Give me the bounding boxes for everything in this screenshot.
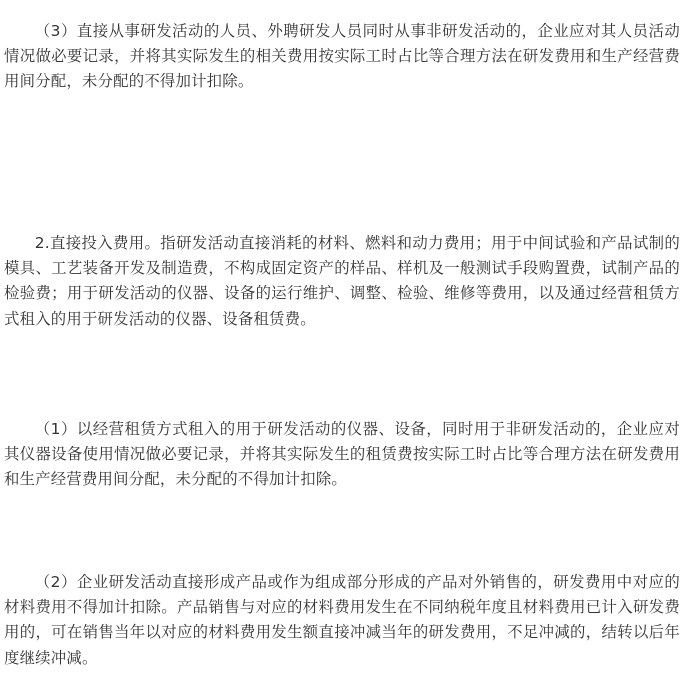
paragraph-staff-allocation: （3）直接从事研发活动的人员、外聘研发人员同时从事非研发活动的，企业应对其人员活动情况做必要记录，并将其实际发生的相关费用按实际工时占比等合理方法在研发费用和生产经营费用间分配，未分配的不得加计扣除。: [4, 22, 680, 91]
paragraph-leased-equipment: （1）以经营租赁方式租入的用于研发活动的仪器、设备，同时用于非研发活动的，企业应对其仪器设备使用情况做必要记录，并将其实际发生的租赁费按实际工时占比等合理方法在研发费用和生产经营费用间分配，未分配的不得加计扣除。: [4, 420, 680, 489]
paragraph-direct-input-costs: 2.直接投入费用。指研发活动直接消耗的材料、燃料和动力费用；用于中间试验和产品试制的模具、工艺装备开发及制造费，不构成固定资产的样品、样机及一般测试手段购置费，试制产品的检验费；用于研发活动的仪器、设备的运行维护、调整、检验、维修等费用，以及通过经营租赁方式租入的用于研发活动的仪器、设备租赁费。: [4, 234, 680, 328]
paragraph-product-sales: （2）企业研发活动直接形成产品或作为组成部分形成的产品对外销售的，研发费用中对应的材料费用不得加计扣除。产品销售与对应的材料费用发生在不同纳税年度且材料费用已计入研发费用的，可在销售当年以对应的材料费用发生额直接冲减当年的研发费用，不足冲减的，结转以后年度继续冲减。: [4, 573, 680, 667]
